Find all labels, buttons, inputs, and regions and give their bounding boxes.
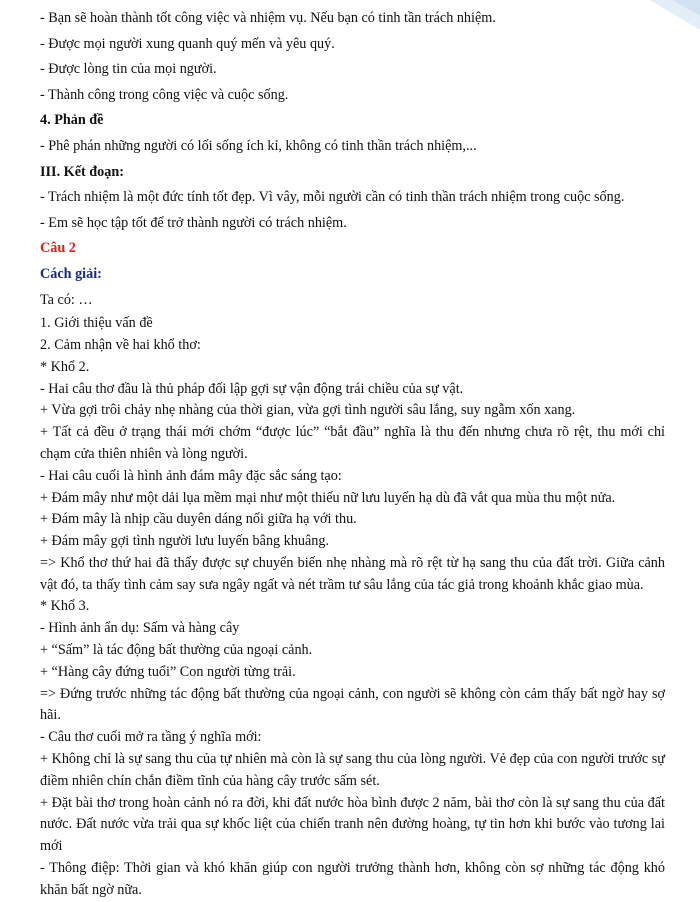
paragraph: + Không chỉ là sự sang thu của tự nhiên mà còn là sự sang thu của lòng người. Vẻ đẹp của con người trước sự điềm nhiên chín chắn điềm tĩnh của hàng cây trước sấm sét. xyxy=(40,751,665,789)
text-line: - Thành công trong công việc và cuộc sống. xyxy=(40,86,289,103)
text-line: * Khổ 3. xyxy=(40,598,90,615)
paragraph: => Khổ thơ thứ hai đã thấy được sự chuyển biến nhẹ nhàng mà rõ rệt từ hạ sang thu của đất trời. Giữa cảnh vật đó, ta thấy tình cảm say sưa ngây ngất và nét trầm tư sâu lắng của tác giả trong khoảnh khắc giao mùa. xyxy=(40,554,665,593)
text-line: * Khổ 2. xyxy=(40,358,90,375)
document-page xyxy=(40,6,665,902)
paragraph: - Thông điệp: Thời gian và khó khăn giúp con người trưởng thành hơn, không còn sợ những tác động khó khăn bất ngờ nữa. xyxy=(40,860,665,898)
text-line: - Em sẽ học tập tốt để trở thành người có trách nhiệm. xyxy=(40,214,347,231)
text-line: 2. Cảm nhận về hai khổ thơ: xyxy=(40,336,201,353)
paragraph: => Đứng trước những tác động bất thường của ngoại cảnh, con người sẽ không còn cảm thấy bất ngờ hay sợ hãi. xyxy=(40,685,665,724)
text-line: + Đám mây như một dải lụa mềm mại như một thiếu nữ lưu luyến hạ dù đã vắt qua mùa thu một nửa. xyxy=(40,489,616,506)
text-line: + “Sấm” là tác động bất thường của ngoại cảnh. xyxy=(40,642,313,659)
text-line: 1. Giới thiệu vấn đề xyxy=(40,315,153,332)
text-line: - Được lòng tin của mọi người. xyxy=(40,61,217,78)
text-line: - Hai câu cuối là hình ảnh đám mây đặc sắc sáng tạo: xyxy=(40,467,342,484)
text-line: - Câu thơ cuối mở ra tầng ý nghĩa mới: xyxy=(40,729,262,746)
essay-upper-section xyxy=(40,6,665,313)
text-line: + “Hàng cây đứng tuổi” Con người từng trải. xyxy=(40,663,296,680)
text-line: Ta có: … xyxy=(40,291,93,308)
essay-lower-section xyxy=(40,313,665,902)
text-line: - Được mọi người xung quanh quý mến và yêu quý. xyxy=(40,35,335,52)
text-line: - Hai câu thơ đầu là thủ pháp đối lập gợi sự vận động trái chiều của sự vật. xyxy=(40,380,464,397)
text-line: + Đám mây gợi tình người lưu luyến bâng khuâng. xyxy=(40,533,329,550)
paragraph: + Tất cả đều ở trạng thái mới chớm “được lúc” “bắt đầu” nghĩa là thu đến nhưng chưa rõ rệt, thu mới chỉ chạm cửa thiên nhiên và lòng người. xyxy=(40,424,665,462)
text-line: - Phê phán những người có lối sống ích kỉ, không có tinh thần trách nhiệm,... xyxy=(40,137,477,154)
text-line: - Trách nhiệm là một đức tính tốt đẹp. Vì vây, mỗi người cần có tinh thần trách nhiệm trong cuộc sống. xyxy=(40,189,625,206)
section-heading: 4. Phản đề xyxy=(40,112,104,129)
section-heading: III. Kết đoạn: xyxy=(40,163,124,180)
text-line: - Hình ảnh ẩn dụ: Sấm và hàng cây xyxy=(40,620,240,637)
question-heading: Câu 2 xyxy=(40,240,76,257)
text-line: - Bạn sẽ hoàn thành tốt công việc và nhiệm vụ. Nếu bạn có tinh tần trách nhiệm. xyxy=(40,10,496,26)
text-line: + Đám mây là nhịp cầu duyên dáng nối giữa hạ với thu. xyxy=(40,511,357,528)
solution-heading: Cách giải: xyxy=(40,265,102,282)
text-line: + Vừa gợi trôi chảy nhẹ nhàng của thời gian, vừa gợi tình người sâu lắng, suy ngẫm xốn xang. xyxy=(40,402,576,419)
paragraph: + Đặt bài thơ trong hoàn cảnh nó ra đời, khi đất nước hòa bình được 2 năm, bài thơ còn là sự sang thu của đất nước. Đất nước vừa trải qua sự khốc liệt của chiến tranh nên đường hoàng, tự tin hơn khi bước vào tương lai mới xyxy=(40,794,665,855)
